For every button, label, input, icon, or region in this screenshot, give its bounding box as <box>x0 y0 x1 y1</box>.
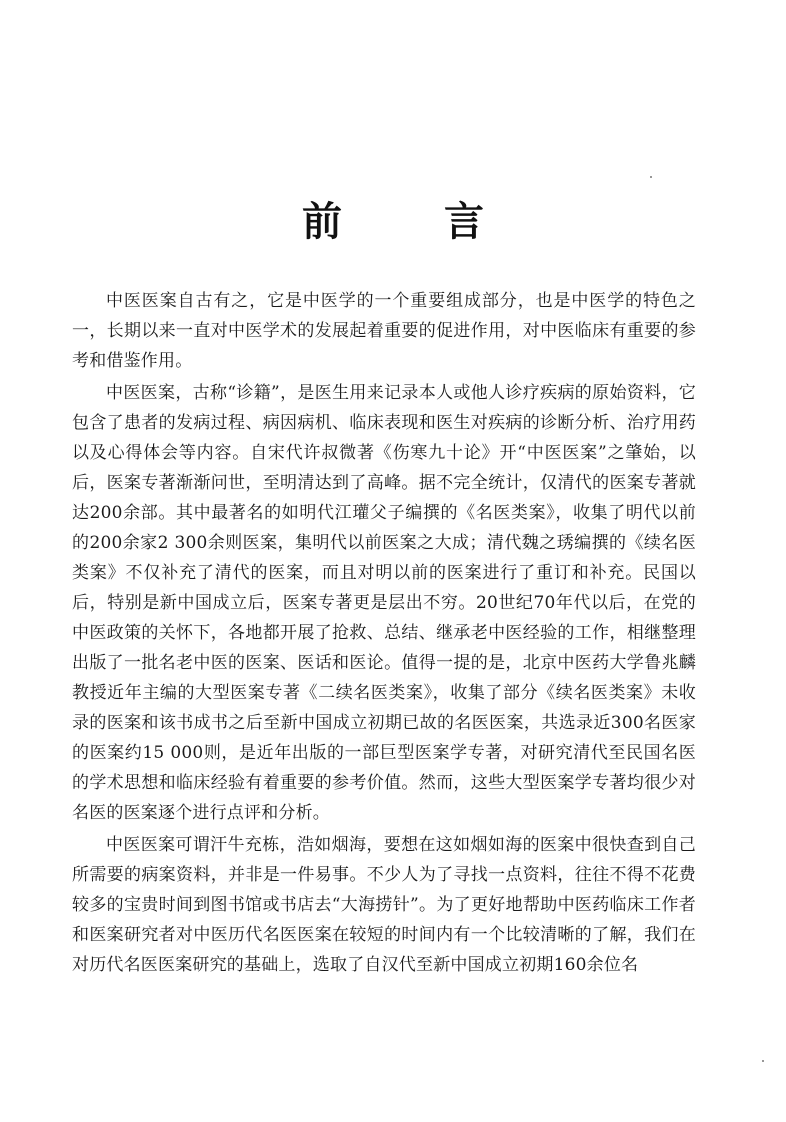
paragraph-2: 中医医案，古称“诊籍”，是医生用来记录本人或他人诊疗疾病的原始资料，它包含了患者的发病过程、病因病机、临床表现和医生对疾病的诊断分析、治疗用药以及心得体会等内容。自宋代许叔微著《伤寒九十论》开“中医医案”之肇始，以后，医案专著渐渐问世，至明清达到了高峰。据不完全统计，仅清代的医案专著就达200余部。其中最著名的如明代江瓘父子编撰的《名医类案》，收集了明代以前的200余家2 300余则医案，集明代以前医案之大成；清代魏之琇编撰的《续名医类案》不仅补充了清代的医案，而且对明以前的医案进行了重订和补充。民国以后，特别是新中国成立后，医案专著更是层出不穷。20世纪70年代以后，在党的中医政策的关怀下，各地都开展了抢救、总结、继承老中医经验的工作，相继整理出版了一批名老中医的医案、医话和医论。值得一提的是，北京中医药大学鲁兆麟教授近年主编的大型医案专著《二续名医类案》，收集了部分《续名医类案》未收录的医案和该书成书之后至新中国成立初期已故的名医医案，共选录近300名医家的医案约15 000则，是近年出版的一部巨型医案学专著，对研究清代至民国名医的学术思想和临床经验有着重要的参考价值。然而，这些大型医案学专著均很少对名医的医案逐个进行点评和分析。 <box>72 383 696 823</box>
preface-body <box>72 286 696 980</box>
page-title: 前 言 <box>302 199 528 245</box>
paragraph-3: 中医医案可谓汗牛充栋，浩如烟海，要想在这如烟如海的医案中很快查到自己所需要的病案资料，并非是一件易事。不少人为了寻找一点资料，往往不得不花费较多的宝贵时间到图书馆或书店去“大海捞针”。为了更好地帮助中医药临床工作者和医案研究者对中医历代名医医案在较短的时间内有一个比较清晰的了解，我们在对历代名医医案研究的基础上，选取了自汉代至新中国成立初期160余位名 <box>72 835 696 975</box>
scan-speck <box>650 176 652 178</box>
scan-speck <box>762 1060 764 1062</box>
paragraph-1: 中医医案自古有之，它是中医学的一个重要组成部分，也是中医学的特色之一，长期以来一直对中医学术的发展起着重要的促进作用，对中医临床有重要的参考和借鉴作用。 <box>72 291 696 371</box>
